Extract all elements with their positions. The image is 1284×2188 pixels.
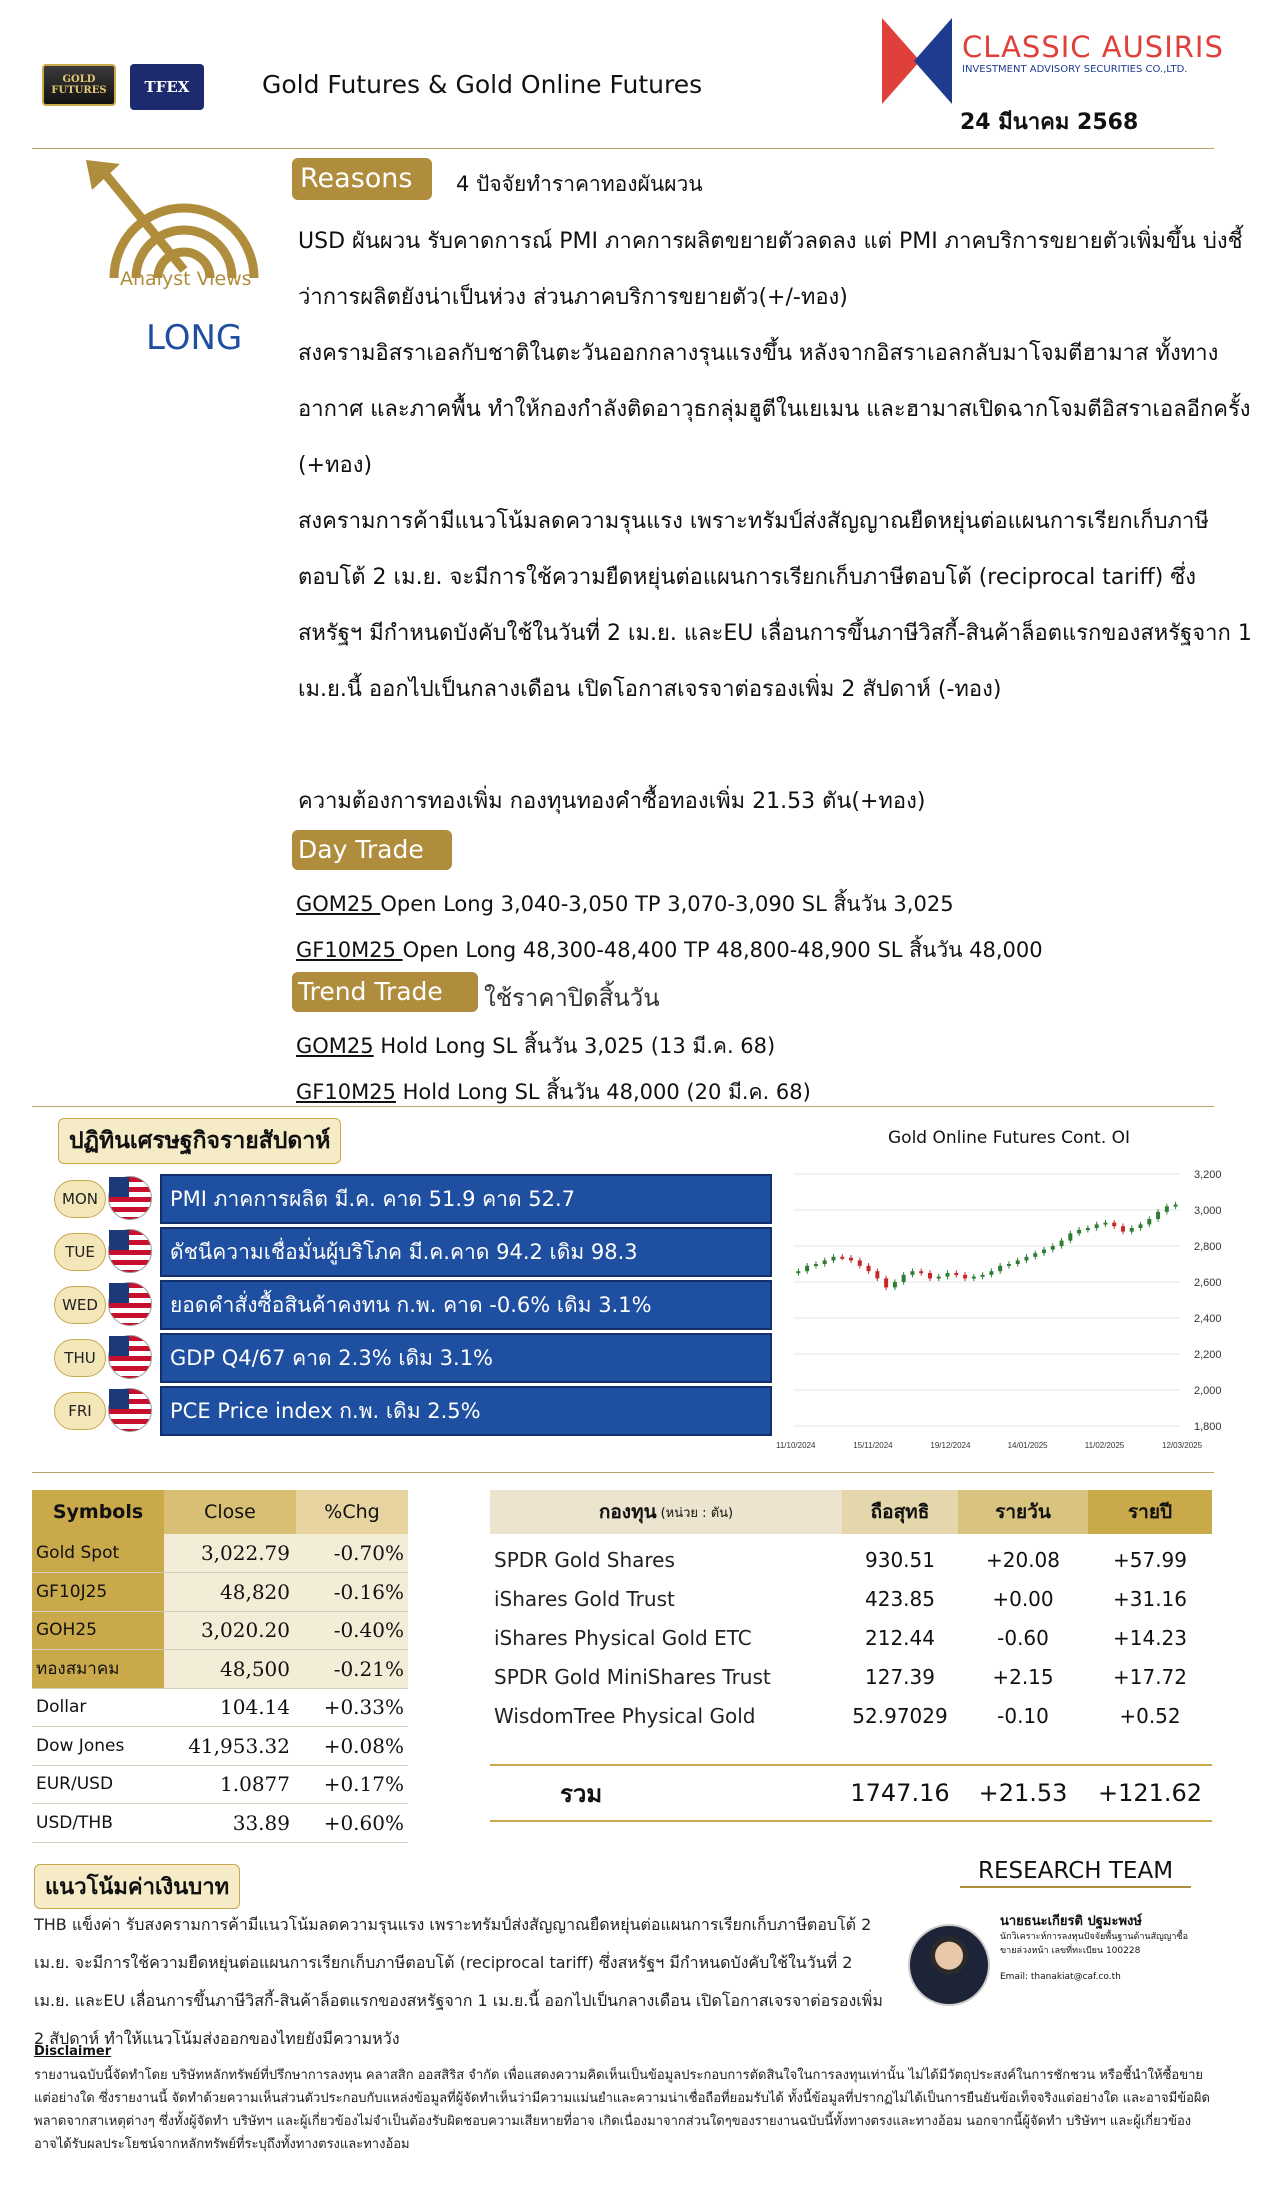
symbol-close: 104.14 xyxy=(164,1688,296,1727)
candle-body xyxy=(1156,1212,1160,1219)
candle-body xyxy=(1165,1206,1169,1211)
target-arrow-icon xyxy=(84,160,264,280)
tfex-logo: TFEX xyxy=(130,64,204,110)
fund-total-row xyxy=(490,1764,1212,1822)
candle-body xyxy=(884,1278,888,1287)
symbol-name: USD/THB xyxy=(32,1804,164,1843)
candle-body xyxy=(1077,1230,1081,1234)
day-pill-wed: WED xyxy=(54,1286,106,1324)
day-pill-fri: FRI xyxy=(54,1392,106,1430)
candle-body xyxy=(796,1271,800,1273)
day-trade-text-1: Open Long 3,040-3,050 TP 3,070-3,090 SL สิ้นวัน 3,025 xyxy=(380,892,954,916)
us-flag-icon xyxy=(108,1176,152,1220)
fund-name: SPDR Gold Shares xyxy=(494,1547,675,1572)
col-daily: รายวัน xyxy=(958,1490,1088,1534)
reason-item-2: สงครามอิสราเอลกับชาติในตะวันออกกลางรุนแรงขึ้น หลังจากอิสราเอลกลับมาโจมตีฮามาส ทั้งทางอากาศ และภาคพื้น ทำให้กองกำลังติดอาวุธกลุ่มฮูตีในเยเมน และฮามาสเปิดฉากโจมตีอิสราเอลอีกครั้ง (+ทอง) xyxy=(298,341,1251,478)
reason-item-4: ความต้องการทองเพิ่ม กองทุนทองคำซื้อทองเพิ่ม 21.53 ตัน(+ทอง) xyxy=(298,789,926,814)
symbol-chg: +0.17% xyxy=(296,1765,408,1804)
table-row xyxy=(32,1573,408,1612)
fund-daily: +20.08 xyxy=(985,1547,1060,1572)
candle-body xyxy=(831,1257,835,1261)
calendar-row-fri: PCE Price index ก.พ. เดิม 2.5% xyxy=(160,1386,772,1436)
reason-item-1: USD ผันผวน รับคาดการณ์ PMI ภาคการผลิตขยายตัวลดลง แต่ PMI ภาคบริการขยายตัวเพิ่มขึ้น บ่งชี้ว่าการผลิตยังน่าเป็นห่วง ส่วนภาคบริการขยายตัว(+/-ทอง) xyxy=(298,229,1243,310)
fund-daily: +2.15 xyxy=(992,1664,1054,1689)
chart-title: Gold Online Futures Cont. OI xyxy=(888,1128,1131,1148)
symbol-chg: +0.33% xyxy=(296,1688,408,1727)
fund-name: SPDR Gold MiniShares Trust xyxy=(494,1664,771,1689)
symbol-close: 3,022.79 xyxy=(164,1534,296,1573)
calendar-row-wed: ยอดคำสั่งซื้อสินค้าคงทน ก.พ. คาด -0.6% เดิม 3.1% xyxy=(160,1280,772,1330)
symbol-close: 48,500 xyxy=(164,1650,296,1689)
day-pill-tue: TUE xyxy=(54,1233,106,1271)
us-flag-icon xyxy=(108,1335,152,1379)
candle-body xyxy=(919,1271,923,1273)
fund-table-header xyxy=(490,1490,1212,1534)
col-yearly: รายปี xyxy=(1088,1490,1212,1534)
day-trade-symbol-2: GF10M25 xyxy=(296,938,403,962)
analyst-name: นายธนะเกียรติ ปฐมะพงษ์ xyxy=(1000,1914,1142,1929)
analyst-email: Email: thanakiat@caf.co.th xyxy=(1000,1972,1121,1982)
fund-daily: +0.00 xyxy=(992,1586,1054,1611)
fund-table xyxy=(490,1540,1212,1735)
candle-body xyxy=(937,1277,941,1279)
disclaimer-text: รายงานฉบับนี้จัดทำโดย บริษัทหลักทรัพย์ที่ปรึกษาการลงทุน คลาสสิก ออสสิริส จำกัด เพื่อแสดงความคิดเห็นเป็นข้อมูลประกอบการตัดสินใจในการลงทุนเท่านั้น ไม่ได้มีวัตถุประสงค์ในการชักชวน หรือชี้นำให้ซื้อขายแต่อย่างใด ซึ่งรายงานนี้ จัดทำด้วยความเห็นส่วนตัวประกอบกับแหล่งข้อมูลที่ผู้จัดทำเห็นว่ามีความแม่นยำและความน่าเชื่อถือที่ยอมรับได้ ทั้งนี้ข้อมูลที่ปรากฏไม่ได้เป็นการยืนยันข้อเท็จจริงแต่อย่างใด และอาจมีข้อผิดพลาดจากสาเหตุต่างๆ ซึ่งทั้งผู้จัดทำ บริษัทฯ และผู้เกี่ยวข้องไม่จำเป็นต้องรับผิดชอบความเสียหายที่อาจ เกิดเนื่องมาจากส่วนใดๆของรายงานฉบับนี้ทั้งทางตรงและทางอ้อม นอกจากนี้ผู้จัดทำ บริษัทฯ และผู้เกี่ยวข้อง อาจได้รับผลประโยชน์จากหลักทรัพย์ที่ระบุถึงทั้งทางตรงและทางอ้อม xyxy=(34,2068,1210,2152)
candle-body xyxy=(1139,1224,1143,1228)
analyst-role: นักวิเคราะห์การลงทุนปัจจัยพื้นฐานด้านสัญญาซื้อขายล่วงหน้า เลขที่ทะเบียน 100228 xyxy=(1000,1932,1188,1956)
trend-trade-tag: Trend Trade xyxy=(292,972,478,1012)
symbol-chg: -0.21% xyxy=(296,1650,408,1689)
table-row xyxy=(32,1650,408,1689)
y-tick-label: 3,200 xyxy=(1194,1169,1222,1181)
trend-trade-line-2 xyxy=(296,1076,811,1109)
day-trade-symbol-1: GOM25 xyxy=(296,892,381,916)
col-fund-unit: (หน่วย : ตัน) xyxy=(660,1505,734,1521)
y-tick-label: 2,800 xyxy=(1194,1241,1222,1253)
symbol-close: 33.89 xyxy=(164,1804,296,1843)
day-pill-thu: THU xyxy=(54,1339,106,1377)
candle-body xyxy=(1068,1233,1072,1240)
candle-body xyxy=(1042,1250,1046,1254)
y-tick-label: 2,400 xyxy=(1194,1313,1222,1325)
calendar-row-mon: PMI ภาคการผลิต มี.ค. คาด 51.9 คาด 52.7 xyxy=(160,1174,772,1224)
fund-name: iShares Gold Trust xyxy=(494,1586,675,1611)
candle-body xyxy=(1007,1264,1011,1266)
calendar-title: ปฏิทินเศรษฐกิจรายสัปดาห์ xyxy=(58,1118,341,1164)
col-holding: ถือสุทธิ xyxy=(842,1490,958,1534)
table-row xyxy=(32,1765,408,1804)
candle-body xyxy=(1095,1224,1099,1228)
day-trade-line-2 xyxy=(296,934,1043,967)
gold-oi-chart xyxy=(776,1160,1250,1460)
calendar-row-tue: ดัชนีความเชื่อมั่นผู้บริโภค มี.ค.คาด 94.2 เดิม 98.3 xyxy=(160,1227,772,1277)
day-pill-mon: MON xyxy=(54,1180,106,1218)
fund-daily: -0.60 xyxy=(997,1625,1049,1650)
candle-body xyxy=(1103,1223,1107,1225)
table-row xyxy=(490,1696,1212,1735)
symbols-table xyxy=(32,1490,408,1843)
y-tick-label: 2,200 xyxy=(1194,1349,1222,1361)
table-row xyxy=(32,1534,408,1573)
y-tick-label: 3,000 xyxy=(1194,1205,1222,1217)
fund-total-label: รวม xyxy=(560,1779,603,1808)
day-trade-line-1 xyxy=(296,888,954,921)
trend-trade-line-1 xyxy=(296,1030,775,1063)
candle-body xyxy=(1121,1226,1125,1231)
candle-body xyxy=(823,1260,827,1264)
candle-body xyxy=(1051,1246,1055,1250)
fund-daily: -0.10 xyxy=(997,1703,1049,1728)
candle-body xyxy=(981,1275,985,1277)
company-subtitle: INVESTMENT ADVISORY SECURITIES CO.,LTD. xyxy=(962,64,1188,75)
baht-text: THB แข็งค่า รับสงครามการค้ามีแนวโน้มลดความรุนแรง เพราะทรัมป์ส่งสัญญาณยืดหยุ่นต่อแผนการเรียกเก็บภาษีตอบโต้ 2 เม.ย. จะมีการใช้ความยืดหยุ่นต่อแผนการเรียกเก็บภาษีตอบโต้ (reciprocal tariff) ซึ่งสหรัฐฯ มีกำหนดบังคับใช้ในวันที่ 2 เม.ย. และEU เลื่อนการขึ้นภาษีวิสกี้-สินค้าล็อตแรกของสหรัฐจาก 1 เม.ย.นี้ ออกไปเป็นกลางเดือน เปิดโอกาสเจรจาต่อรองเพิ่ม 2 สัปดาห์ ทำให้แนวโน้มส่งออกของไทยยังมีความหวัง xyxy=(34,1915,883,2048)
y-tick-label: 2,000 xyxy=(1194,1385,1222,1397)
analyst-views-label: Analyst Views xyxy=(120,268,252,290)
col-fund: กองทุน xyxy=(598,1501,657,1523)
table-row xyxy=(490,1618,1212,1657)
candle-body xyxy=(954,1273,958,1275)
candle-body xyxy=(1016,1260,1020,1264)
symbol-name: Gold Spot xyxy=(32,1534,164,1573)
symbol-chg: -0.40% xyxy=(296,1611,408,1650)
candle-body xyxy=(1147,1219,1151,1224)
fund-total-yearly: +121.62 xyxy=(1097,1779,1203,1807)
col-symbols: Symbols xyxy=(52,1501,144,1523)
trend-trade-text-2: Hold Long SL สิ้นวัน 48,000 (20 มี.ค. 68) xyxy=(395,1080,811,1104)
candle-body xyxy=(928,1273,932,1278)
symbol-close: 41,953.32 xyxy=(164,1727,296,1766)
symbol-chg: -0.70% xyxy=(296,1534,408,1573)
reasons-heading: 4 ปัจจัยทำราคาทองผันผวน xyxy=(456,172,703,196)
fund-holding: 52.97029 xyxy=(852,1703,948,1728)
candle-body xyxy=(963,1275,967,1279)
candle-body xyxy=(1112,1223,1116,1227)
symbol-close: 48,820 xyxy=(164,1573,296,1612)
disclaimer-title: Disclaimer xyxy=(34,2044,112,2059)
candle-body xyxy=(910,1271,914,1275)
y-tick-label: 1,800 xyxy=(1194,1421,1222,1433)
table-row xyxy=(32,1727,408,1766)
table-row xyxy=(490,1657,1212,1696)
fund-yearly: +31.16 xyxy=(1112,1586,1187,1611)
section-divider xyxy=(32,1106,1214,1107)
table-row xyxy=(490,1579,1212,1618)
trend-trade-symbol-2: GF10M25 xyxy=(296,1080,396,1104)
x-tick-label: 11/10/2024 xyxy=(776,1441,816,1450)
table-row xyxy=(32,1804,408,1843)
symbol-name: EUR/USD xyxy=(32,1765,164,1804)
trend-trade-note: ใช้ราคาปิดสิ้นวัน xyxy=(484,984,660,1012)
candle-body xyxy=(1130,1228,1134,1232)
candle-body xyxy=(849,1258,853,1261)
symbol-chg: +0.08% xyxy=(296,1727,408,1766)
candle-body xyxy=(902,1275,906,1282)
fund-header-cell xyxy=(490,1490,842,1534)
trend-trade-text-1: Hold Long SL สิ้นวัน 3,025 (13 มี.ค. 68) xyxy=(373,1034,776,1058)
day-trade-tag: Day Trade xyxy=(292,830,452,870)
us-flag-icon xyxy=(108,1229,152,1273)
y-tick-label: 2,600 xyxy=(1194,1277,1222,1289)
gold-futures-logo: GOLD FUTURES xyxy=(42,64,116,106)
symbol-close: 1.0877 xyxy=(164,1765,296,1804)
us-flag-icon xyxy=(108,1388,152,1432)
fund-total-holding: 1747.16 xyxy=(850,1779,950,1807)
calendar-row-thu: GDP Q4/67 คาด 2.3% เดิม 3.1% xyxy=(160,1333,772,1383)
analyst-view-long: LONG xyxy=(146,318,243,358)
company-name: CLASSIC AUSIRIS xyxy=(962,30,1224,64)
symbol-name: Dow Jones xyxy=(32,1727,164,1766)
candle-body xyxy=(989,1271,993,1275)
reasons-tag: Reasons xyxy=(292,158,432,200)
candle-body xyxy=(1033,1253,1037,1257)
classic-ausiris-logo-mark xyxy=(882,18,952,104)
candle-body xyxy=(875,1271,879,1278)
candle-body xyxy=(1086,1228,1090,1230)
report-title: Gold Futures & Gold Online Futures xyxy=(262,70,703,99)
symbol-name: Dollar xyxy=(32,1688,164,1727)
trend-trade-symbol-1: GOM25 xyxy=(296,1034,374,1058)
candle-body xyxy=(805,1266,809,1271)
candle-body xyxy=(972,1277,976,1279)
symbol-name: GOH25 xyxy=(32,1611,164,1650)
fund-yearly: +14.23 xyxy=(1112,1625,1187,1650)
fund-total-daily: +21.53 xyxy=(978,1779,1068,1807)
candle-body xyxy=(946,1273,950,1277)
baht-title: แนวโน้มค่าเงินบาท xyxy=(34,1864,240,1909)
candle-body xyxy=(893,1282,897,1287)
candle-body xyxy=(858,1260,862,1265)
candle-body xyxy=(1024,1257,1028,1261)
table-row xyxy=(490,1540,1212,1579)
fund-holding: 930.51 xyxy=(865,1547,935,1572)
candle-body xyxy=(1060,1241,1064,1246)
us-flag-icon xyxy=(108,1282,152,1326)
fund-yearly: +17.72 xyxy=(1112,1664,1187,1689)
symbol-name: GF10J25 xyxy=(32,1573,164,1612)
symbol-chg: -0.16% xyxy=(296,1573,408,1612)
x-tick-label: 14/01/2025 xyxy=(1007,1441,1048,1450)
table-row xyxy=(32,1688,408,1727)
x-tick-label: 19/12/2024 xyxy=(930,1441,971,1450)
day-trade-text-2: Open Long 48,300-48,400 TP 48,800-48,900 SL สิ้นวัน 48,000 xyxy=(402,938,1043,962)
candle-body xyxy=(867,1266,871,1271)
symbol-name: ทองสมาคม xyxy=(32,1650,164,1689)
fund-holding: 212.44 xyxy=(865,1625,935,1650)
candle-body xyxy=(814,1264,818,1266)
candle-body xyxy=(1174,1205,1178,1207)
table-row xyxy=(32,1611,408,1650)
fund-yearly: +57.99 xyxy=(1112,1547,1187,1572)
x-tick-label: 11/02/2025 xyxy=(1084,1441,1125,1450)
chart-divider xyxy=(32,1472,1214,1473)
analyst-avatar xyxy=(908,1924,990,2006)
header-divider xyxy=(32,148,1214,149)
symbol-chg: +0.60% xyxy=(296,1804,408,1843)
fund-name: WisdomTree Physical Gold xyxy=(494,1703,756,1728)
col-chg: %Chg xyxy=(296,1490,408,1534)
x-tick-label: 12/03/2025 xyxy=(1162,1441,1203,1450)
candle-body xyxy=(998,1266,1002,1271)
report-date: 24 มีนาคม 2568 xyxy=(960,110,1139,135)
fund-holding: 127.39 xyxy=(865,1664,935,1689)
symbol-close: 3,020.20 xyxy=(164,1611,296,1650)
fund-yearly: +0.52 xyxy=(1119,1703,1181,1728)
x-tick-label: 15/11/2024 xyxy=(853,1441,893,1450)
fund-name: iShares Physical Gold ETC xyxy=(494,1625,752,1650)
reason-item-3: สงครามการค้ามีแนวโน้มลดความรุนแรง เพราะทรัมป์ส่งสัญญาณยืดหยุ่นต่อแผนการเรียกเก็บภาษีตอบโต้ 2 เม.ย. จะมีการใช้ความยืดหยุ่นต่อแผนการเรียกเก็บภาษีตอบโต้ (reciprocal tariff) ซึ่งสหรัฐฯ มีกำหนดบังคับใช้ในวันที่ 2 เม.ย. และEU เลื่อนการขึ้นภาษีวิสกี้-สินค้าล็อตแรกของสหรัฐจาก 1 เม.ย.นี้ ออกไปเป็นกลางเดือน เปิดโอกาสเจรจาต่อรองเพิ่ม 2 สัปดาห์ (-ทอง) xyxy=(298,509,1252,702)
fund-holding: 423.85 xyxy=(865,1586,935,1611)
research-team-title: RESEARCH TEAM xyxy=(960,1858,1191,1888)
candle-body xyxy=(840,1257,844,1259)
col-close: Close xyxy=(164,1490,296,1534)
